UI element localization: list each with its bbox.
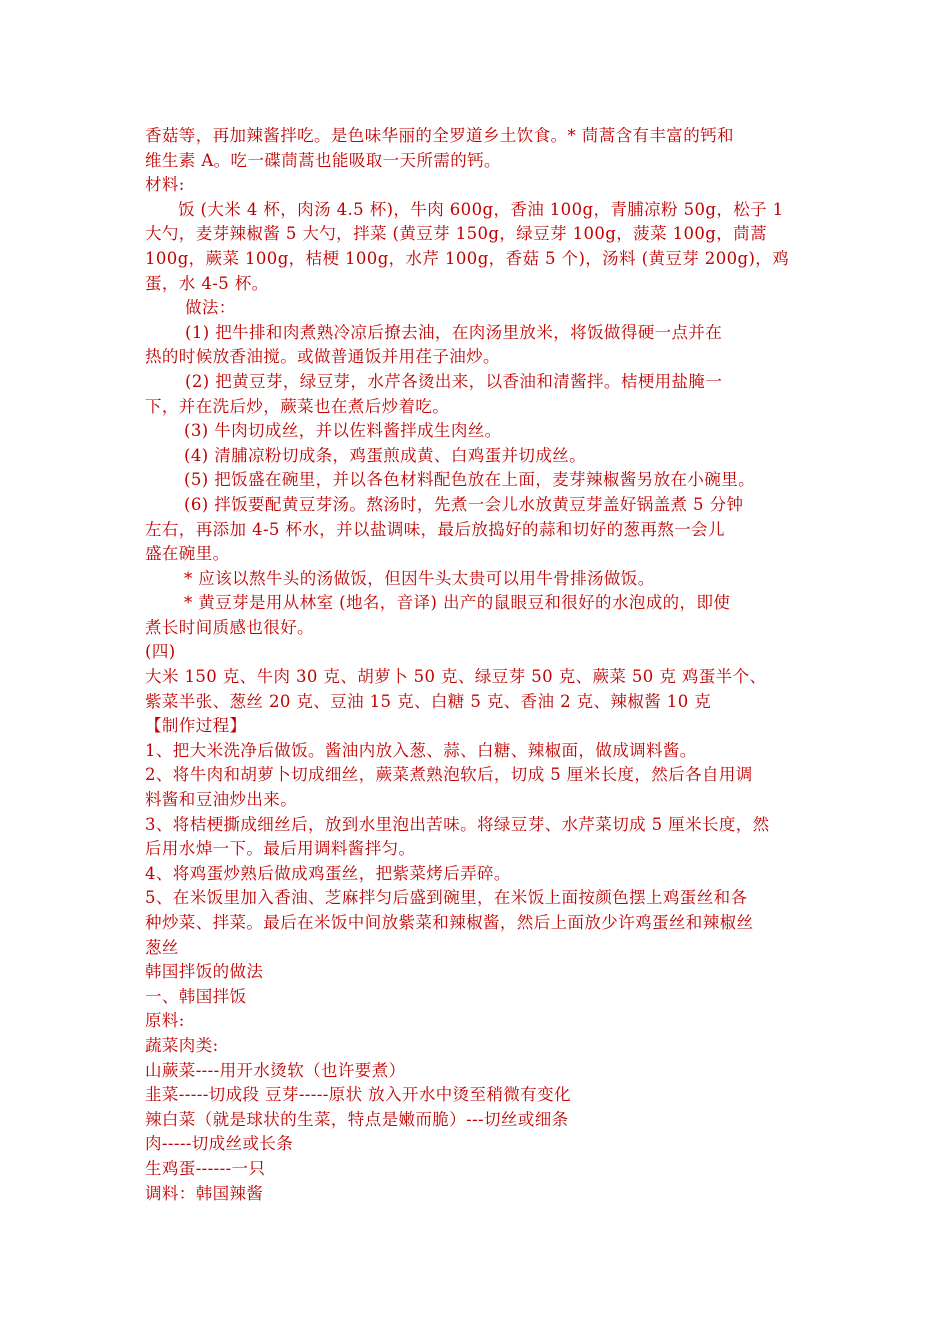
text-line: 紫菜半张、葱丝 20 克、豆油 15 克、白糖 5 克、香油 2 克、辣椒酱 10 克 — [145, 691, 712, 711]
text-line: 辣白菜（就是球状的生菜，特点是嫩而脆）---切丝或细条 — [145, 1109, 569, 1129]
text-line: 后用水焯一下。最后用调料酱拌匀。 — [145, 839, 416, 859]
text-line: 5、在米饭里加入香油、芝麻拌匀后盛到碗里，在米饭上面按颜色摆上鸡蛋丝和各 — [145, 888, 748, 908]
text-line: 做法： — [185, 298, 236, 318]
text-line: 葱丝 — [145, 937, 179, 957]
text-line: (6) 拌饭要配黄豆芽汤。熬汤时，先煮一会儿水放黄豆芽盖好锅盖煮 5 分钟 — [184, 494, 744, 514]
text-line: 盛在碗里。 — [145, 544, 230, 564]
text-line: 料酱和豆油炒出来。 — [145, 790, 298, 810]
text-line: (2) 把黄豆芽，绿豆芽，水芹各烫出来，以香油和清酱拌。桔梗用盐腌一 — [185, 371, 723, 391]
text-line: 肉-----切成丝或长条 — [145, 1134, 294, 1154]
text-line: 原料: — [145, 1011, 185, 1031]
text-line: (四) — [145, 642, 176, 662]
text-line: 饭 (大米 4 杯，肉汤 4.5 杯)，牛肉 600g，香油 100g，青脯凉粉 50g，松子 1 — [178, 199, 784, 219]
text-line: 一、韩国拌饭 — [145, 986, 247, 1006]
text-line: 材料: — [145, 175, 185, 195]
text-line: 香菇等，再加辣酱拌吃。是色味华丽的全罗道乡土饮食。* 茼蒿含有丰富的钙和 — [145, 126, 734, 145]
text-line: 蛋，水 4-5 杯。 — [145, 273, 269, 293]
text-line: (1) 把牛排和肉煮熟冷凉后撩去油，在肉汤里放米，将饭做得硬一点并在 — [185, 322, 723, 342]
text-line: 韩国拌饭的做法 — [145, 962, 264, 982]
text-line: 种炒菜、拌菜。最后在米饭中间放紫菜和辣椒酱，然后上面放少许鸡蛋丝和辣椒丝 — [145, 913, 754, 932]
text-line: (4) 清脯凉粉切成条，鸡蛋煎成黄、白鸡蛋并切成丝。 — [184, 445, 587, 465]
text-line: 4、将鸡蛋炒熟后做成鸡蛋丝，把紫菜烤后弄碎。 — [145, 863, 511, 883]
text-line: 1、把大米洗净后做饭。酱油内放入葱、蒜、白糖、辣椒面，做成调料酱。 — [145, 740, 697, 760]
text-line: 蔬菜肉类: — [145, 1035, 219, 1055]
text-line: 2、将牛肉和胡萝卜切成细丝，蕨菜煮熟泡软后，切成 5 厘米长度，然后各自用调 — [145, 765, 753, 785]
text-line: 生鸡蛋------一只 — [145, 1158, 266, 1178]
text-line: 调料：韩国辣酱 — [145, 1183, 264, 1203]
text-line: * 黄豆芽是用从林室 (地名，音译) 出产的鼠眼豆和很好的水泡成的，即使 — [184, 593, 731, 613]
text-line: 大米 150 克、牛肉 30 克、胡萝卜 50 克、绿豆芽 50 克、蕨菜 50 克 鸡蛋半个、 — [145, 667, 767, 687]
text-line: 韭菜-----切成段 豆芽-----原状 放入开水中烫至稍微有变化 — [145, 1085, 571, 1105]
text-line: 山蕨菜----用开水烫软（也许要煮） — [145, 1060, 406, 1080]
text-line: 下，并在洗后炒，蕨菜也在煮后炒着吃。 — [145, 396, 450, 416]
text-line: 3、将桔梗撕成细丝后，放到水里泡出苦味。将绿豆芽、水芹菜切成 5 厘米长度，然 — [145, 814, 770, 834]
text-line: 维生素 A。吃一碟茼蒿也能吸取一天所需的钙。 — [145, 150, 501, 170]
text-line: 左右，再添加 4-5 杯水，并以盐调味，最后放捣好的蒜和切好的葱再熬一会儿 — [145, 519, 725, 539]
text-line: 大勺，麦芽辣椒酱 5 大勺，拌菜 (黄豆芽 150g，绿豆芽 100g，菠菜 100g，茼蒿 — [145, 224, 767, 244]
text-line: 100g，蕨菜 100g，桔梗 100g，水芹 100g，香菇 5 个)，汤料 (黄豆芽 200g)，鸡 — [145, 248, 790, 268]
text-line: (5) 把饭盛在碗里，并以各色材料配色放在上面，麦芽辣椒酱另放在小碗里。 — [184, 470, 756, 490]
text-line: 煮长时间质感也很好。 — [145, 617, 314, 637]
text-line: 【制作过程】 — [145, 716, 247, 736]
text-line: 热的时候放香油搅。或做普通饭并用荏子油炒。 — [145, 347, 500, 367]
text-line: * 应该以熬牛头的汤做饭，但因牛头太贵可以用牛骨排汤做饭。 — [184, 568, 655, 588]
document-page — [145, 124, 820, 1206]
text-line: (3) 牛肉切成丝，并以佐料酱拌成生肉丝。 — [184, 421, 502, 441]
